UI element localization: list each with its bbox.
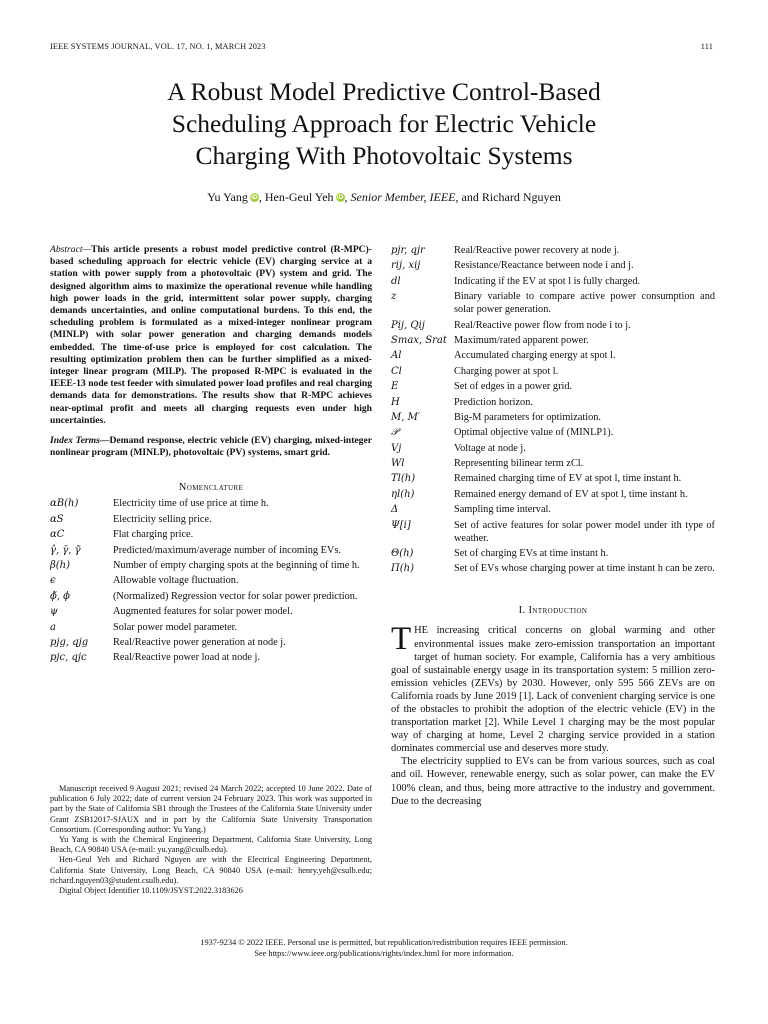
nomenclature-row <box>50 574 372 587</box>
lead-word: HE <box>414 625 429 637</box>
nomenclature-definition: Big-M parameters for optimization. <box>454 411 601 423</box>
paper-title <box>60 76 708 172</box>
index-terms-text: Demand response, electric vehicle (EV) charging, mixed-integer nonlinear program (MINLP), photovoltaic (PV) systems, smart grid. <box>50 435 372 459</box>
nomenclature-definition: Electricity time of use price at time h. <box>113 498 269 510</box>
nomenclature-definition: Indicating if the EV at spot l is fully charged. <box>454 275 641 287</box>
nomenclature-definition: Binary variable to compare active power consumption and solar power generation. <box>454 291 715 316</box>
nomenclature-symbol: H <box>391 396 400 408</box>
journal-name: IEEE SYSTEMS JOURNAL, VOL. 17, NO. 1, MARCH 2023 <box>50 42 266 51</box>
footnote-author-2-3: Hen-Geul Yeh and Richard Nguyen are with the Electrical Engineering Department, California State University, Long Beach, CA 90840 USA (e-mail: henry.yeh@csulb.edu; richard.nguyen03@student.csulb.edu). <box>50 855 372 885</box>
nomenclature-row <box>391 426 715 439</box>
nomenclature-row <box>50 513 372 526</box>
nomenclature-row <box>391 488 715 501</box>
nomenclature-row <box>391 244 715 257</box>
nomenclature-symbol: Vj <box>391 442 402 454</box>
nomenclature-definition: Augmented features for solar power model. <box>113 606 293 618</box>
footnote <box>50 784 372 896</box>
nomenclature-symbol: ηl(h) <box>391 488 415 500</box>
nomenclature-symbol: ϕ̃, ϕ <box>50 590 70 602</box>
intro-paragraph-1 <box>391 621 715 755</box>
nomenclature-definition: Prediction horizon. <box>454 396 533 408</box>
nomenclature-definition: Electricity selling price. <box>113 513 212 525</box>
nomenclature-symbol: a <box>50 621 56 633</box>
nomenclature-symbol: ψ <box>50 606 58 618</box>
nomenclature-symbol: Π(h) <box>391 563 414 575</box>
copyright-line-2: See https://www.ieee.org/publications/rights/index.html for more information. <box>254 948 514 958</box>
intro-paragraph-1-text: increasing critical concerns on global warming and other environmental issues make zero-emission transportation an important target of human society. For example, California has a very ambitious goal of sustainable energy usage in its transportation system: 5 million zero-emission vehicles (ZEVs) by 2030. However, only 595 566 ZEVs are on California roads by June 2019 [1]. Lack of convenient charging service is one of the obstacles to prohibit the adoption of the electric vehicle (EV) in the transportation market [2]. While Level 1 charging may be the most popular way of charging at home, Level 2 charging service provided in a station dominates commercial use and deserves more study. <box>391 625 715 755</box>
nomenclature-definition: Predicted/maximum/average number of incoming EVs. <box>113 544 341 556</box>
nomenclature-row <box>391 547 715 560</box>
nomenclature-definition: Set of charging EVs at time instant h. <box>454 548 609 560</box>
nomenclature-row <box>391 349 715 362</box>
nomenclature-definition: Allowable voltage fluctuation. <box>113 575 239 587</box>
nomenclature-row <box>391 503 715 516</box>
orcid-icon[interactable]: iD <box>336 194 344 201</box>
nomenclature-row <box>50 621 372 634</box>
right-column <box>391 244 715 808</box>
nomenclature-symbol: β(h) <box>50 560 71 572</box>
nomenclature-symbol: 𝒫 <box>391 427 399 439</box>
nomenclature-symbol: dl <box>391 275 401 287</box>
abstract-text: This article presents a robust model predictive control (R-MPC)-based scheduling approach for electric vehicle (EV) charging service at a station with power supply from a photovoltaic (PV) system and grid. The designed algorithm aims to maximize the operational revenue while handling high power loads in the grid, intermittent solar power supply, charging demands uncertainties, and online computational burdens. To this end, the scheduling problem is formulated as a mixed-integer nonlinear program (MINLP) with solar power generation and charging demands models embedded. The time-of-use price is employed for cost calculation. The resulting optimization problem then can be further simplified as a mixed-integer linear program (MILP). The proposed R-MPC is evaluated in the IEEE-13 node test feeder with simulated power load profiles and real charging demands data for demonstrations. The results show that R-MPC achieves near-optimal profit and meets all charging requests even under high uncertainties. <box>50 244 372 426</box>
nomenclature-definition: Maximum/rated apparent power. <box>454 334 589 346</box>
index-terms-label: Index Terms— <box>50 435 110 447</box>
nomenclature-row <box>391 365 715 378</box>
nomenclature-definition: Optimal objective value of (MINLP1). <box>454 427 614 439</box>
nomenclature-definition: Remained energy demand of EV at spot l, time instant h. <box>454 488 688 500</box>
nomenclature-row <box>391 380 715 393</box>
nomenclature-definition: (Normalized) Regression vector for solar power prediction. <box>113 590 358 602</box>
nomenclature-symbol: Wl <box>391 458 405 470</box>
nomenclature-definition: Real/Reactive power load at node j. <box>113 652 260 664</box>
nomenclature-symbol: M, M′ <box>391 411 421 423</box>
nomenclature-symbol: Θ(h) <box>391 548 414 560</box>
nomenclature-symbol: Ψ[i] <box>391 519 411 531</box>
nomenclature-row <box>391 472 715 485</box>
nomenclature-row <box>391 259 715 272</box>
nomenclature-row <box>391 442 715 455</box>
nomenclature-definition: Solar power model parameter. <box>113 621 238 633</box>
title-line-3: Charging With Photovoltaic Systems <box>195 141 573 170</box>
nomenclature-symbol: αC <box>50 529 65 541</box>
abstract-label: Abstract— <box>50 244 92 255</box>
nomenclature-definition: Real/Reactive power flow from node i to j. <box>454 319 631 331</box>
nomenclature-row <box>50 590 372 603</box>
nomenclature-symbol: pjr, qjr <box>391 245 425 256</box>
orcid-icon[interactable]: iD <box>251 194 258 201</box>
footnote-doi: Digital Object Identifier 10.1109/JSYST.2022.3183626 <box>59 886 243 896</box>
left-column <box>50 244 372 667</box>
nomenclature-symbol: E <box>391 381 399 393</box>
intro-paragraph-2: The electricity supplied to EVs can be from various sources, such as coal and oil. However, renewable energy, such as solar power, can make the EV 100% clean, and thus, being more attractive to the industry and government. Due to the decreasing <box>391 756 715 807</box>
index-terms <box>50 435 372 459</box>
nomenclature-symbol: γ̂, γ̄, γ̃ <box>50 544 81 556</box>
nomenclature-symbol: Cl <box>391 365 402 377</box>
nomenclature-row <box>391 411 715 424</box>
nomenclature-row <box>50 544 372 557</box>
nomenclature-row <box>50 497 372 510</box>
nomenclature-row <box>391 290 715 316</box>
nomenclature-symbol: Tl(h) <box>391 473 416 485</box>
nomenclature-definition: Voltage at node j. <box>454 442 526 454</box>
nomenclature-definition: Flat charging price. <box>113 529 194 541</box>
nomenclature-symbol: αS <box>50 513 64 525</box>
nomenclature-symbol: rij, xij <box>391 260 421 272</box>
nomenclature-symbol: Pij, Qij <box>391 319 425 331</box>
title-line-1: A Robust Model Predictive Control-Based <box>167 77 601 106</box>
nomenclature-row <box>50 605 372 618</box>
nomenclature-left-list <box>50 497 372 664</box>
nomenclature-definition: Set of active features for solar power model under ith type of weather. <box>454 519 715 544</box>
nomenclature-heading: Nomenclature <box>178 482 244 494</box>
nomenclature-symbol: ϵ <box>50 575 56 587</box>
footnote-author-1: Yu Yang is with the Chemical Engineering Department, California State University, Long Beach, CA 90840 USA (e-mail: yu.yang@csulb.edu). <box>50 835 372 855</box>
nomenclature-definition: Resistance/Reactance between node i and j. <box>454 260 634 272</box>
nomenclature-row <box>391 319 715 332</box>
nomenclature-row <box>50 559 372 572</box>
nomenclature-row <box>391 519 715 545</box>
nomenclature-row <box>50 528 372 541</box>
nomenclature-definition: Sampling time interval. <box>454 504 551 516</box>
nomenclature-symbol: αB(h) <box>50 498 79 510</box>
nomenclature-row <box>50 651 372 664</box>
nomenclature-symbol: z <box>391 291 397 303</box>
nomenclature-symbol: Smax, Srat <box>391 334 447 346</box>
nomenclature-symbol: pjc, qjc <box>50 652 87 664</box>
nomenclature-definition: Charging power at spot l. <box>454 365 559 377</box>
nomenclature-row <box>391 562 715 575</box>
page-number: 111 <box>700 42 713 51</box>
nomenclature-symbol: Δ <box>391 504 399 516</box>
nomenclature-definition: Real/Reactive power recovery at node j. <box>454 245 620 256</box>
nomenclature-row <box>391 396 715 409</box>
author-2: , Hen-Geul Yeh <box>258 190 334 204</box>
title-line-2: Scheduling Approach for Electric Vehicle <box>171 109 597 138</box>
running-head <box>50 42 713 51</box>
nomenclature-definition: Set of EVs whose charging power at time instant h can be zero. <box>454 563 715 575</box>
author-2-membership: , Senior Member, IEEE, <box>344 190 459 204</box>
nomenclature-symbol: Al <box>391 350 402 362</box>
nomenclature-row <box>391 457 715 470</box>
copyright-notice <box>60 938 708 959</box>
nomenclature-definition: Set of edges in a power grid. <box>454 381 573 393</box>
introduction-heading: I. Introduction <box>518 605 588 617</box>
abstract <box>50 244 372 427</box>
nomenclature-definition: Remained charging time of EV at spot l, time instant h. <box>454 473 682 485</box>
footnote-manuscript: Manuscript received 9 August 2021; revised 24 March 2022; accepted 10 June 2022. Date of publication 6 July 2022; date of current version 24 February 2023. This work was supported in part by the State of California SB1 through the Trustees of the California State University under Grant ZSB12017-SJAUX and in part by the California State University Transportation Consortium. (Corresponding author: Yu Yang.) <box>50 784 372 834</box>
author-1: Yu Yang <box>207 190 248 204</box>
copyright-line-1: 1937-9234 © 2022 IEEE. Personal use is permitted, but republication/redistribution requires IEEE permission. <box>200 938 568 947</box>
nomenclature-symbol: pjg, qjg <box>50 636 89 648</box>
nomenclature-right-list <box>391 244 715 575</box>
nomenclature-definition: Representing bilinear term zCl. <box>454 458 584 470</box>
nomenclature-definition: Accumulated charging energy at spot l. <box>454 350 616 362</box>
author-list <box>60 190 708 205</box>
introduction-body <box>391 621 715 807</box>
nomenclature-definition: Real/Reactive power generation at node j. <box>113 636 286 648</box>
nomenclature-definition: Number of empty charging spots at the beginning of time h. <box>113 560 360 572</box>
nomenclature-row <box>50 636 372 649</box>
nomenclature-row <box>391 275 715 288</box>
drop-cap: T <box>391 621 412 658</box>
nomenclature-row <box>391 334 715 347</box>
author-3: and Richard Nguyen <box>458 190 561 204</box>
